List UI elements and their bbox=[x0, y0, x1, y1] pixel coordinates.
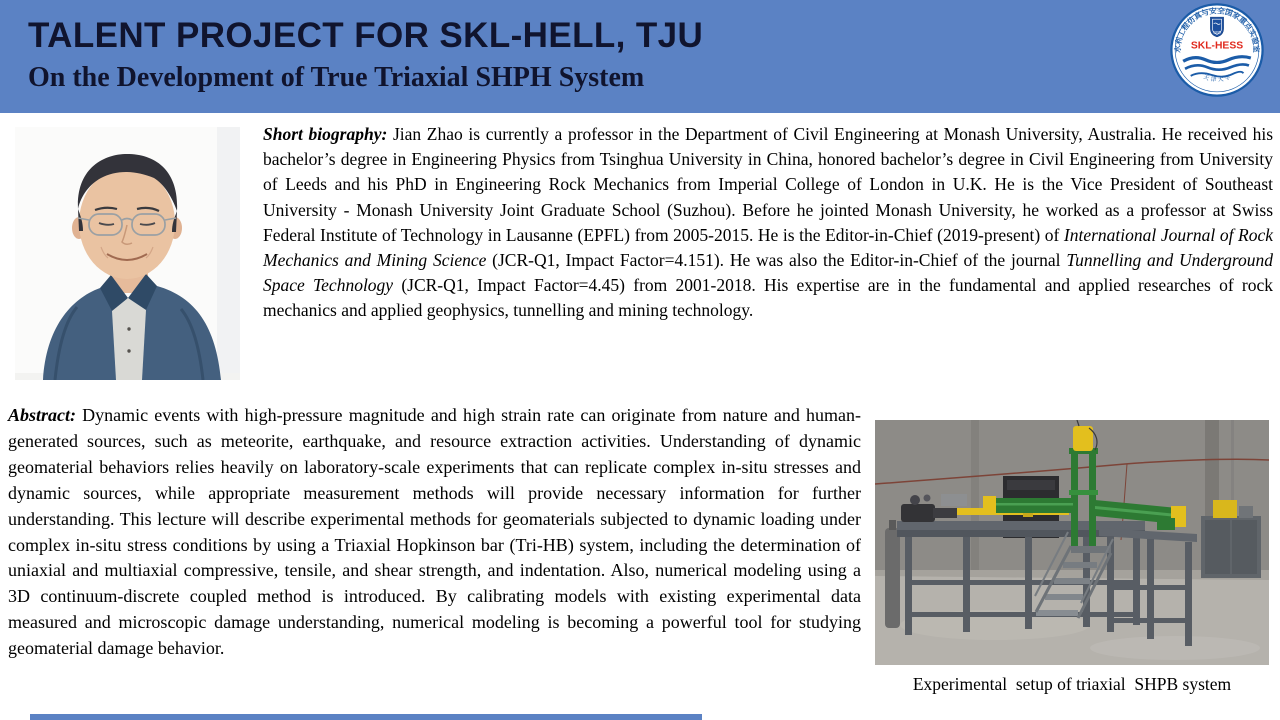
experiment-figure bbox=[875, 420, 1269, 695]
biography-body-2: (JCR-Q1, Impact Factor=4.151). He was also the Editor-in-Chief of the journal bbox=[486, 250, 1067, 271]
page-title: TALENT PROJECT FOR SKL-HELL, TJU bbox=[28, 16, 704, 55]
abstract-label: Abstract: bbox=[8, 405, 77, 425]
logo-ring-text-top: 水利工程仿真与安全国家重点实验室 bbox=[1173, 6, 1261, 53]
biography-text bbox=[263, 122, 1273, 324]
journal-title-tust: Tunnelling and Underground Space Technology bbox=[263, 250, 1273, 296]
skl-hess-logo-graphic bbox=[1170, 3, 1264, 97]
logo-ring-text-bottom: 天 津 大 学 bbox=[1202, 74, 1232, 84]
abstract-body: Dynamic events with high-pressure magnitude and high strain rate can originate from nature and human-generated sources, such as meteorite, earthquake, and resource extraction activities. Understanding of dynamic geomaterial behaviors relies heavily on laboratory-scale experiments that can replicate complex in-situ stresses and dynamic sources, while appropriate measurement methods will provide necessary information for further understanding. This lecture will describe experimental methods for geomaterials subjected to dynamic loading under complex in-situ stress conditions by using a Triaxial Hopkinson bar (Tri-HB) system, including the determination of uniaxial and multiaxial compressive, tensile, and shear strength, and indentation. Also, numerical modeling using a 3D continuum-discrete coupled method is introduced. By calibrating models with existing experimental data measured and microscopic damage understanding, numerical modeling is becoming a powerful tool for studying geomaterial damage behavior. bbox=[8, 405, 861, 659]
journal-title-ijrmms: International Journal of Rock Mechanics and Mining Science bbox=[263, 224, 1273, 271]
experimental-setup-photo bbox=[875, 420, 1269, 665]
shield-icon bbox=[1210, 17, 1223, 37]
logo-acronym: SKL-HESS bbox=[1190, 40, 1244, 52]
page-subtitle: On the Development of True Triaxial SHPH System bbox=[28, 62, 645, 93]
biography-body-3: (JCR-Q1, Impact Factor=4.45) from 2001-2018. His expertise are in the fundamental and applied researches of rock mechanics and applied geophysics, tunnelling and mining technology. bbox=[263, 275, 1274, 321]
skl-hess-logo bbox=[1170, 3, 1264, 97]
figure-caption: Experimental setup of triaxial SHPB system bbox=[912, 674, 1232, 694]
biography-body-1: Jian Zhao is currently a professor in the Department of Civil Engineering at Monash University, Australia. He received his bachelor’s degree in Engineering Physics from Tsinghua University in China, honored bachelor’s degree in Civil Engineering from University of Leeds and his PhD in Engineering Rock Mechanics from Imperial College of London in U.K. He is the Vice President of Southeast University - Monash University Joint Graduate School (Suzhou). Before he jointed Monash University, he worked as a professor at Swiss Federal Institute of Technology in Lausanne (EPFL) from 2005-2015. He is the Editor-in-Chief (2019-present) of bbox=[263, 124, 1274, 245]
logo-shield-year: 1895 bbox=[1213, 30, 1221, 35]
header-banner bbox=[0, 0, 1280, 113]
portrait-graphic bbox=[15, 127, 240, 380]
footer-accent-bar bbox=[30, 714, 702, 720]
speaker-portrait-photo bbox=[15, 127, 240, 380]
abstract-text bbox=[8, 403, 861, 662]
biography-label: Short biography: bbox=[263, 124, 388, 144]
